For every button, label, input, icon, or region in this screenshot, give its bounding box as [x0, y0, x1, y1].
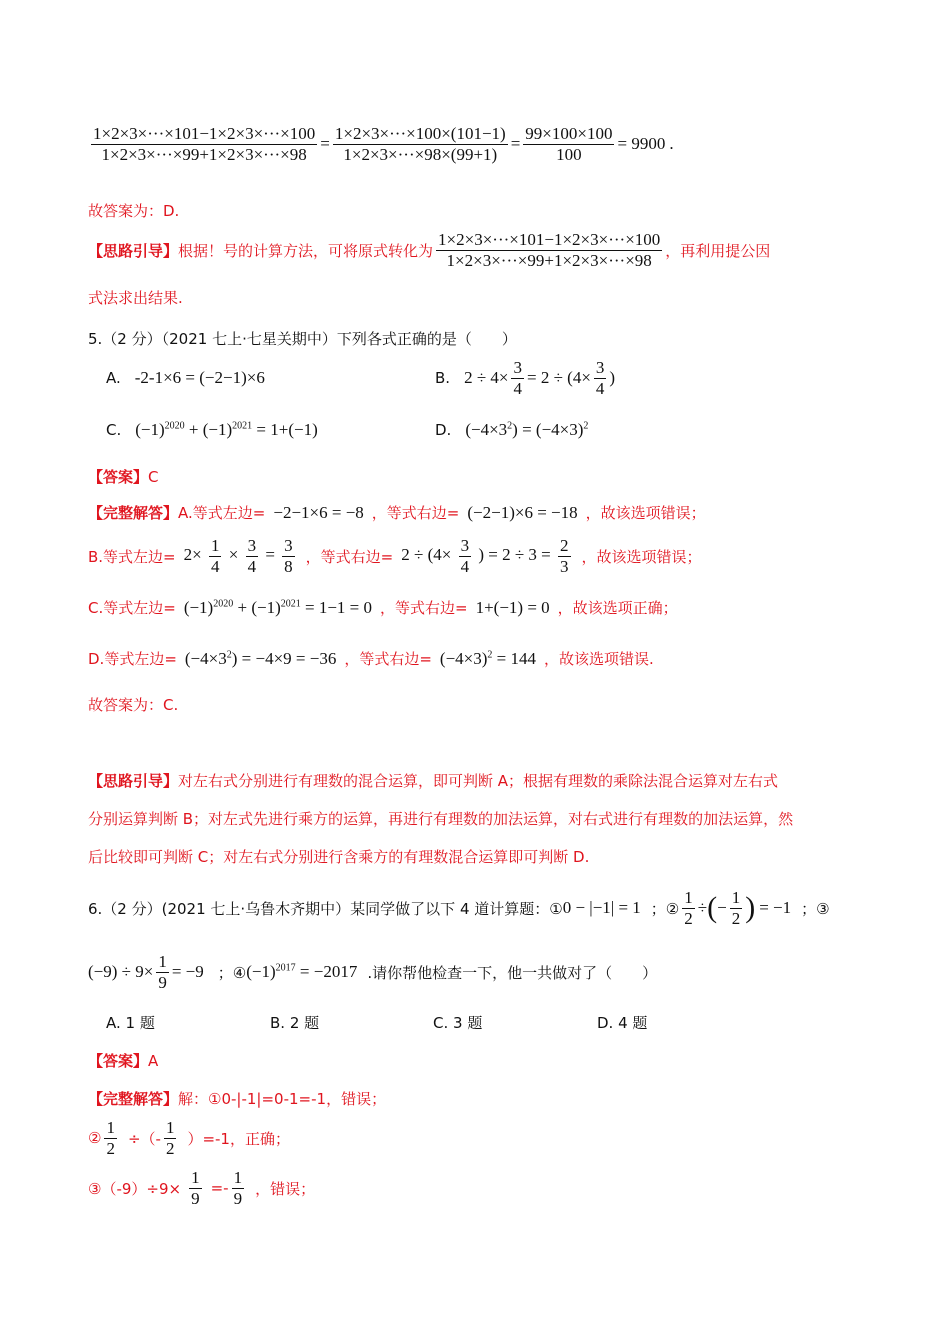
- top-fraction-3: $\frac{99\times 100\times 100}{100}$: [525, 124, 613, 164]
- top-fraction-1: $\frac{1\times 2\times 3\times\cdot\cdot\cdot\times 101-1\times 2\times 3\times\cdot\cdot\cdot\times 100}{1\times 2\times 3\times\cdot\cdot\cdot\times 99+1\times 2\times 3\times\cdot\cdot\cdot\times 98}$: [93, 124, 316, 164]
- q6-solution-2: ② $\frac{1}{2}$ ÷（- $\frac{1}{2}$ ）=-1，正确；: [88, 1118, 290, 1158]
- q4-conclusion: 故答案为：D.: [88, 202, 180, 220]
- q5-answer: 【答案】C: [88, 468, 159, 486]
- top-result: = 9900: [617, 134, 666, 154]
- q6-solution-1: 【完整解答】解：①0-|-1|=0-1=-1，错误；: [88, 1090, 387, 1108]
- q4-hint-cont: 式法求出结果.: [88, 289, 183, 307]
- q5-hint-2: 分别运算判断 B；对左式先进行乘方的运算，再进行有理数的加法运算，对右式进行有理数的加法运算，然: [88, 810, 794, 828]
- q5-solution-d: D.等式左边= $(-4\times 3^2) = -4\times 9 = -36$ ，等式右边= $(-4\times 3)^2 = 144$ ，故该选项错误.: [88, 648, 654, 668]
- q4-hint-fraction: $\frac{1\times 2\times 3\times\cdot\cdot\cdot\times 101-1\times 2\times 3\times\cdot\cdot\cdot\times 100}{1\times 2\times 3\times\cdot\cdot\cdot\times 99+1\times 2\times 3\times\cdot\cdot\cdot\times 98}$: [438, 230, 661, 270]
- hint-label: 【思路引导】: [88, 241, 179, 260]
- q5-option-a: A. -2-1×6 = (−2−1)×6: [106, 368, 265, 387]
- q5-option-c: C. $(-1)^{2020} + (-1)^{2021} = 1+(-1)$: [106, 420, 318, 439]
- q5-solution-a: 【完整解答】 A.等式左边= −2−1×6 = −8 ，等式右边= (−2−1)×6 = −18 ，故该选项错误；: [88, 502, 706, 522]
- q5-solution-b: B.等式左边= 2× $\frac{1}{4}$ × $\frac{3}{4}$ = $\frac{3}{8}$ ，等式右边= 2 ÷ (4× $\frac{3}{4}$ ) = 2 ÷ 3 = $\frac{2}{3}$ ，故该选项错误；: [88, 536, 702, 576]
- q5-hint-3: 后比较即可判断 C；对左右式分别进行含乘方的有理数混合运算即可判断 D.: [88, 848, 590, 866]
- q4-hint: 【思路引导】 根据！号的计算方法，可将原式转化为 $\frac{1\times 2\times 3\times\cdot\cdot\cdot\times 101-1\times 2\times 3\times\cdot\cdot\cdot\times 100}{1\times 2\times 3\times\cdot\cdot\cdot\times 99+1\times 2\times 3\times\cdot\cdot\cdot\times 98}$ ，再利用提公因: [88, 230, 771, 270]
- top-fraction-2: $\frac{1\times 2\times 3\times\cdot\cdot\cdot\times 100\times(101-1)}{1\times 2\times 3\times\cdot\cdot\cdot\times 98\times(99+1)}$: [334, 124, 506, 164]
- q6-option-b: B. 2 题: [270, 1014, 320, 1032]
- q6-stem-line2: (−9) ÷ 9× $\frac{1}{9}$ = −9 ；④ $(-1)^{2017} = -2017$ .请你帮他检查一下，他一共做对了（ ）: [88, 952, 658, 992]
- q5-solution-c: C.等式左边= $(-1)^{2020} + (-1)^{2021} = 1-1 = 0$ ，等式右边= 1+(−1) = 0 ，故该选项正确；: [88, 597, 678, 617]
- q6-answer: 【答案】A: [88, 1052, 159, 1070]
- q5-hint-1: 【思路引导】对左右式分别进行有理数的混合运算，即可判断 A；根据有理数的乘除法混合运算对左右式: [88, 772, 779, 790]
- q5-option-d: D. $(-4\times 3^2) = (-4\times 3)^2$: [435, 420, 589, 439]
- q6-solution-3: ③（-9）÷9× $\frac{1}{9}$ =- $\frac{1}{9}$ ，错误；: [88, 1168, 316, 1208]
- q6-option-a: A. 1 题: [106, 1014, 155, 1032]
- q5-stem: 5.（2 分）（2021 七上·七星关期中）下列各式正确的是（ ）: [88, 330, 517, 348]
- q6-option-d: D. 4 题: [597, 1014, 648, 1032]
- q6-option-c: C. 3 题: [433, 1014, 483, 1032]
- q6-stem-line1: 6.（2 分）(2021 七上·乌鲁木齐期中）某同学做了以下 4 道计算题：① 0 − |−1| = 1 ；② $\frac{1}{2}$ ÷ ( − $\frac{1}{2}$ ) = −1 ；③: [88, 888, 830, 928]
- q5-option-b: B. 2 ÷ 4× $\frac{3}{4}$ = 2 ÷ (4× $\frac{3}{4}$ ): [435, 358, 616, 398]
- top-formula: $\frac{1\times 2\times 3\times\cdot\cdot\cdot\times 101-1\times 2\times 3\times\cdot\cdot\cdot\times 100}{1\times 2\times 3\times\cdot\cdot\cdot\times 99+1\times 2\times 3\times\cdot\cdot\cdot\times 98}$ = $\frac{1\times 2\times 3\times\cdot\cdot\cdot\times 100\times(101-1)}{1\times 2\times 3\times\cdot\cdot\cdot\times 98\times(99+1)}$ = $\frac{99\times 100\times 100}{100}$ = 9900 .: [93, 124, 674, 164]
- q5-conclusion: 故答案为：C.: [88, 696, 179, 714]
